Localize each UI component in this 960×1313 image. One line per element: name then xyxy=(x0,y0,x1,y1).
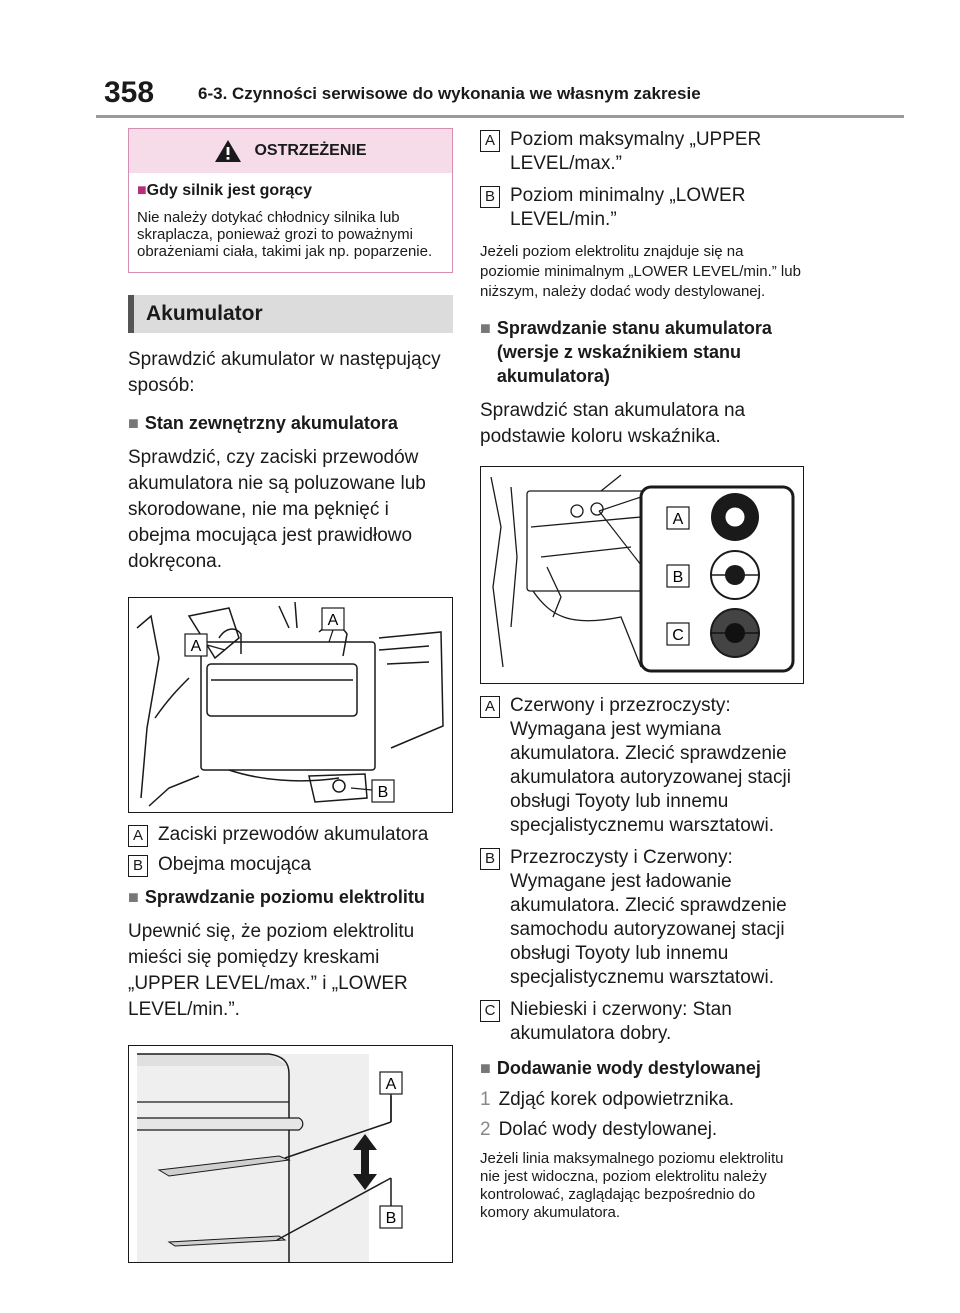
legend-text: Czerwony i przezroczysty: Wymagana jest wymiana akumulatora. Zlecić sprawdzenie akumulatora autoryzowanej stacji obsługi Toyoty lub innemu specjalistycznemu warsztatowi. xyxy=(510,695,791,836)
legend-text: Poziom minimalny „LOWER LEVEL/min.” xyxy=(510,185,746,230)
figure-label-b: B xyxy=(377,784,389,801)
figure-label-a: A xyxy=(385,1076,397,1093)
electrolyte-level-figure xyxy=(128,1045,453,1263)
indicator-text: Sprawdzić stan akumulatora na podstawie koloru wskaźnika. xyxy=(480,400,746,447)
legend-text: Niebieski i czerwony: Stan akumulatora dobry. xyxy=(510,999,732,1044)
subheading-electrolyte xyxy=(128,885,453,909)
electrolyte-note: Jeżeli poziom elektrolitu znajduje się na poziomie minimalnym „LOWER LEVEL/min.” lub niższym, należy dodać wody destylowanej. xyxy=(480,243,801,300)
warning-label: OSTRZEŻENIE xyxy=(254,142,367,159)
label-box: A xyxy=(480,696,500,718)
figure-label-b: B xyxy=(385,1210,397,1227)
step-text: Zdjąć korek odpowietrznika. xyxy=(498,1089,735,1110)
legend-text: Poziom maksymalny „UPPER LEVEL/max.” xyxy=(510,129,762,174)
label-box: B xyxy=(480,848,500,870)
page-number: 358 xyxy=(104,76,155,109)
label-box: A xyxy=(128,825,148,847)
legend-item xyxy=(480,128,804,176)
step-number: 1 xyxy=(480,1089,491,1110)
figure-label-c: C xyxy=(672,627,684,644)
square-bullet-icon: ■ xyxy=(128,887,139,907)
label-box: B xyxy=(480,186,500,208)
warning-box xyxy=(128,128,453,273)
figure-label-a: A xyxy=(672,511,684,528)
figure-label-a2: A xyxy=(327,612,339,629)
step-item xyxy=(480,1118,804,1142)
square-bullet-icon: ■ xyxy=(480,1058,491,1078)
square-bullet-icon: ■ xyxy=(480,318,491,338)
warning-header xyxy=(129,129,452,173)
header-divider xyxy=(96,115,904,118)
label-box: A xyxy=(480,130,500,152)
warning-subheading xyxy=(137,182,444,200)
chapter-title: 6-3. Czynności serwisowe do wykonania we własnym zakresie xyxy=(198,84,701,103)
step-item xyxy=(480,1088,804,1112)
legend-item xyxy=(128,823,453,847)
warning-triangle-icon xyxy=(214,139,242,163)
indicator-b-icon xyxy=(711,551,759,599)
subheading-electrolyte-text: Sprawdzanie poziomu elektrolitu xyxy=(144,887,425,907)
subheading-water-text: Dodawanie wody destylowanej xyxy=(496,1058,761,1078)
legend-text: Przezroczysty i Czerwony: Wymagane jest ładowanie akumulatora. Zlecić sprawdzenie samochodu autoryzowanej stacji obsługi Toyoty lub innemu specjalistycznemu warsztatowi. xyxy=(510,847,787,988)
intro-text: Sprawdzić akumulator w następujący sposób: xyxy=(128,349,441,396)
square-bullet-icon: ■ xyxy=(128,413,139,433)
legend-item xyxy=(480,846,804,990)
left-column xyxy=(128,128,453,1263)
subheading-indicator-text: Sprawdzanie stanu akumulatora (wersje z wskaźnikiem stanu akumulatora) xyxy=(496,318,772,386)
indicator-c-icon xyxy=(711,609,759,657)
battery-terminals-figure xyxy=(128,597,453,813)
warning-body xyxy=(129,173,452,272)
battery-illustration xyxy=(129,598,452,812)
subheading-indicator xyxy=(480,316,804,388)
legend-item xyxy=(480,694,804,838)
legend-item xyxy=(128,853,453,877)
indicator-a-icon xyxy=(711,493,759,541)
legend-text: Zaciski przewodów akumulatora xyxy=(158,824,429,845)
electrolyte-text: Upewnić się, że poziom elektrolitu mieści się pomiędzy kreskami „UPPER LEVEL/max.” i „LOWER LEVEL/min.”. xyxy=(128,921,415,1020)
right-column xyxy=(480,128,804,1222)
figure-label-b: B xyxy=(672,569,684,586)
step-number: 2 xyxy=(480,1119,491,1140)
legend-item xyxy=(480,184,804,232)
subheading-external-text: Stan zewnętrzny akumulatora xyxy=(144,413,398,433)
indicator-illustration xyxy=(481,467,803,683)
legend-item xyxy=(480,998,804,1046)
warning-text: Nie należy dotykać chłodnicy silnika lub skraplacza, ponieważ grozi to poważnymi obrażeniami ciała, takimi jak np. poparzenie. xyxy=(137,209,433,260)
subheading-water xyxy=(480,1056,804,1080)
electrolyte-illustration xyxy=(129,1046,452,1262)
label-box: B xyxy=(128,855,148,877)
subheading-external xyxy=(128,411,453,435)
water-note: Jeżeli linia maksymalnego poziomu elektrolitu nie jest widoczna, poziom elektrolitu należy kontrolować, zaglądając bezpośrednio do komory akumulatora. xyxy=(480,1150,784,1221)
external-text: Sprawdzić, czy zaciski przewodów akumulatora nie są poluzowane lub skorodowane, nie ma pęknięć i obejma mocująca jest prawidłowo dokręcona. xyxy=(128,447,426,572)
square-bullet-icon: ■ xyxy=(137,182,147,199)
figure-label-a1: A xyxy=(190,638,202,655)
warning-subheading-text: Gdy silnik jest gorący xyxy=(146,182,313,199)
legend-text: Obejma mocująca xyxy=(158,854,312,875)
step-text: Dolać wody destylowanej. xyxy=(498,1119,718,1140)
section-title: Akumulator xyxy=(128,295,453,333)
indicator-figure xyxy=(480,466,804,684)
label-box: C xyxy=(480,1000,500,1022)
